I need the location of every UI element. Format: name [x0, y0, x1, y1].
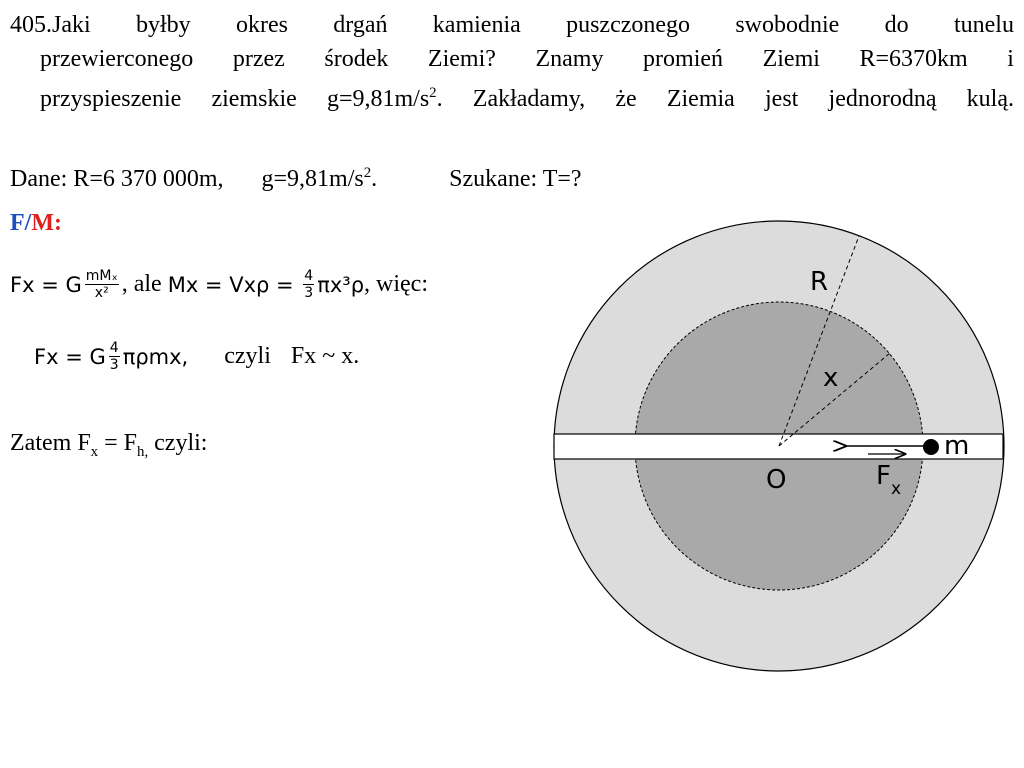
problem-word: tunelu: [953, 12, 1014, 38]
problem-word: byłby: [135, 12, 191, 38]
given-line: [10, 158, 582, 194]
eq-subscript: x: [46, 344, 59, 369]
fraction-denominator: x²: [94, 285, 109, 301]
label-F-sub: x: [891, 479, 902, 499]
fraction: [85, 268, 119, 301]
fraction: [109, 340, 120, 373]
equation-1: [10, 268, 428, 301]
fraction: [303, 268, 314, 301]
problem-text: przyspieszenie ziemskie g=9,81m/s: [40, 86, 430, 112]
label-O: O: [766, 465, 787, 495]
problem-word: Ziemi?: [427, 46, 496, 72]
problem-word: swobodnie: [735, 12, 840, 38]
eq-text: , więc:: [364, 271, 429, 297]
fm-f: F: [10, 210, 25, 236]
problem-word: środek: [324, 46, 389, 72]
eq-symbol: = V: [198, 272, 244, 297]
fraction-numerator: mMₓ: [85, 268, 118, 284]
eq-symbol: F: [10, 272, 23, 297]
problem-word: Znamy: [535, 46, 604, 72]
eq-symbol: F: [77, 430, 91, 456]
fraction-numerator: 4: [109, 340, 119, 356]
eq-symbol: M: [167, 272, 186, 297]
equation-3: [10, 430, 207, 461]
gravity-text: g=9,81m/s: [261, 166, 364, 192]
superscript: 2: [429, 85, 437, 101]
eq-text: czyli: [224, 343, 271, 369]
fm-heading: [10, 210, 62, 237]
eq-symbol: = G: [34, 272, 82, 297]
equation-2: [34, 340, 359, 373]
problem-word: przez: [232, 46, 285, 72]
problem-statement: [10, 8, 1014, 116]
eq-subscript: x: [304, 343, 317, 369]
eq-text: czyli:: [148, 430, 208, 456]
eq-text: Zatem: [10, 430, 78, 456]
eq-subscript: x: [22, 272, 35, 297]
eq-subscript: x: [185, 272, 199, 297]
fraction-numerator: 4: [304, 268, 314, 284]
eq-symbol: = G: [58, 344, 106, 369]
problem-word: drgań: [333, 12, 388, 38]
problem-word: kamienia: [432, 12, 521, 38]
eq-subscript: h,: [137, 443, 149, 460]
label-m: m: [944, 431, 970, 461]
eq-subscript: x: [243, 272, 256, 297]
eq-symbol: F: [34, 344, 47, 369]
eq-symbol: πρmx,: [122, 344, 189, 369]
problem-word: do: [884, 12, 909, 38]
label-F: F: [876, 461, 891, 491]
problem-word: puszczonego: [566, 12, 691, 38]
eq-symbol: πx³ρ: [317, 272, 365, 297]
problem-word: promień: [643, 46, 724, 72]
fm-m: M:: [31, 210, 62, 236]
eq-symbol: ρ =: [256, 272, 301, 297]
problem-line-2: [10, 42, 1014, 76]
fraction-denominator: 3: [304, 285, 314, 301]
unknown-label: Szukane: T=?: [449, 166, 582, 192]
eq-text: , ale: [121, 271, 168, 297]
problem-line-1: [10, 8, 1014, 42]
problem-text: . Zakładamy, że Ziemia jest jednorodną kulą.: [436, 86, 1014, 112]
superscript: 2: [363, 165, 372, 181]
earth-tunnel-diagram: [550, 220, 1010, 680]
given-gravity: [262, 166, 378, 192]
fraction-denominator: 3: [109, 357, 119, 373]
eq-symbol: F: [290, 343, 305, 369]
gravity-text: .: [371, 166, 378, 192]
eq-symbol: = F: [98, 430, 137, 456]
mass-dot: [923, 439, 939, 455]
label-x: x: [823, 363, 839, 393]
eq-text: ~ x.: [316, 343, 360, 369]
label-R: R: [810, 267, 829, 297]
fm-slash: /: [24, 210, 32, 236]
eq-subscript: x: [90, 443, 99, 460]
problem-line-3: [10, 76, 1014, 116]
given-radius: Dane: R=6 370 000m,: [10, 166, 224, 192]
problem-word: okres: [235, 12, 288, 38]
problem-word: przewierconego: [40, 46, 194, 72]
problem-word: 405.Jaki: [10, 12, 91, 38]
problem-word: i: [1007, 46, 1014, 72]
problem-word: R=6370km: [859, 46, 968, 72]
problem-word: Ziemi: [762, 46, 820, 72]
